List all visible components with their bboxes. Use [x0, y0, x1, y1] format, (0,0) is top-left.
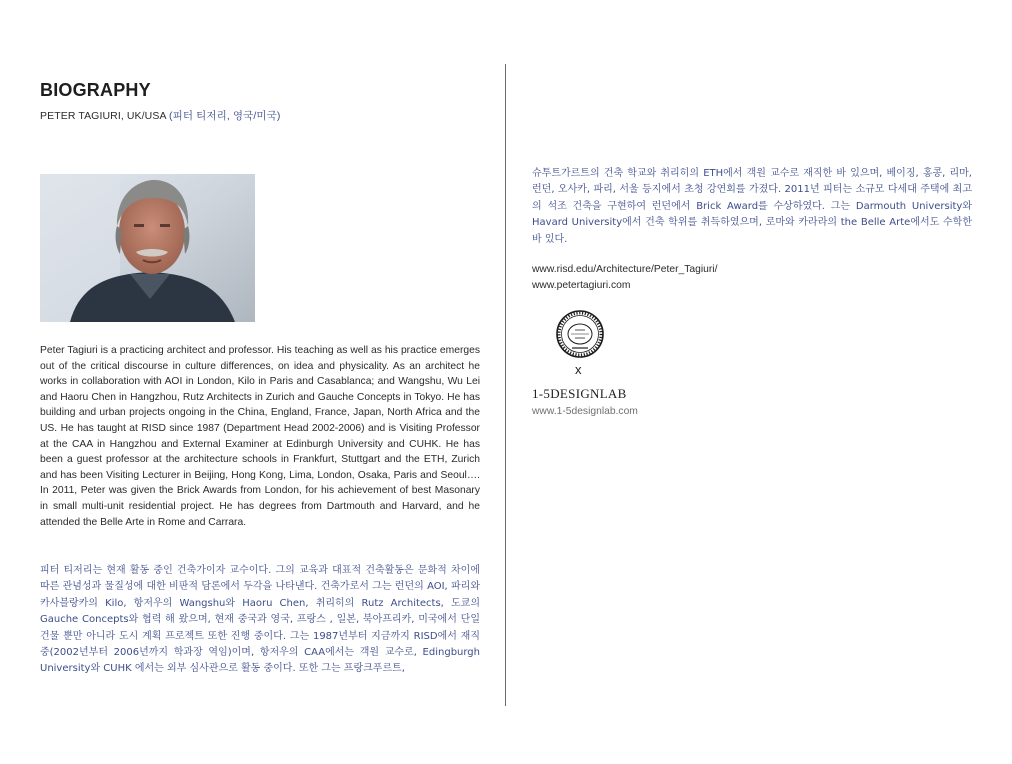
risd-seal-icon	[556, 310, 604, 358]
risd-profile-link[interactable]: www.risd.edu/Architecture/Peter_Tagiuri/	[532, 264, 718, 275]
subtitle-korean: (피터 티저리, 영국/미국)	[169, 110, 281, 122]
right-column	[532, 166, 972, 248]
subtitle	[40, 108, 480, 123]
biography-english: Peter Tagiuri is a practicing architect and professor. His teaching as well as his practice emerges out of the critical discourse in culture differences, on idea and physicality. As an architect he works in collaboration with AOI in London, Kilo in Paris and Casablanca; and Wangshu, Wu Lei and Haoru Chen in Hangzhou, Rutz Architects in Zurich and Gauche Concepts in Tokyo. He has building and urban projects ongoing in the China, England, France, Japan, North Africa and the US. He has taught at RISD since 1987 (Department Head 2002-2006) and is Visiting Professor at the CAA in Hangzhou and External Examiner at Edinburgh University and CUHK. He has been a guest professor at the architecture schools in Frankfurt, Stuttgart and the ETH, Zurich and has been Visiting Lecturer in Beijing, Hong Kong, Lima, London, Osaka, Paris and Seoul…. In 2011, Peter was given the Brick Awards from London, for his achievement of best Masonary in small multi-unit residential project. He has degrees from Dartmouth and Harvard, and he attended the Belle Arte in Rome and Carrara.	[40, 345, 480, 528]
biography-korean: 피터 티저리는 현재 활동 중인 건축가이자 교수이다. 그의 교육과 대표적 건축활동은 문화적 차이에 따른 관념성과 물질성에 대한 비판적 담론에서 두각을 나타낸다. 건축가로서 그는 런던의 AOI, 파리와 카사블랑카의 Kilo, 항저우의 Wangshu와 Haoru Chen, 취리히의 Rutz Architects, 도쿄의 Gauche Concepts와 협력 해 왔으며, 현재 중국과 영국, 프랑스 , 일본, 북아프리카, 미국에서 단일 건물 뿐만 아니라 도시 계획 프로젝트 또한 진행 중이다. 그는 1987년부터 지금까지 RISD에서 재직 중(2002년부터 2006년까지 학과장 역임)이며, 항저우의 CAA에서는 객원 교수로, Edingburgh University와 CUHK 에서는 외부 심사관으로 활동 중이다. 또한 그는 프랑크푸르트,	[40, 565, 480, 675]
personal-website-link[interactable]: www.petertagiuri.com	[532, 280, 631, 291]
page-divider	[505, 64, 506, 706]
subtitle-english: PETER TAGIURI, UK/USA	[40, 110, 166, 122]
links-block	[532, 262, 717, 294]
header-block	[40, 80, 480, 123]
design-lab-logo: 1-5DESIGNLAB	[532, 386, 627, 401]
page-title: BIOGRAPHY	[40, 80, 151, 100]
biography-korean-continued: 슈투트가르트의 건축 학교와 취리히의 ETH에서 객원 교수로 재직한 바 있으며, 베이징, 홍콩, 리마, 런던, 오사카, 파리, 서울 등지에서 초청 강연회를 가졌다. 2011년 피터는 소규모 다세대 주택에 최고의 석조 건축을 구현하여 런던에서 Brick Award를 수상하였다. 그는 Darmouth University와 Havard University에서 건축 학위를 취득하였으며, 로마와 카라라의 the Belle Arte에서도 수학한 바 있다.	[532, 168, 972, 245]
collaboration-sign: x	[575, 362, 582, 377]
design-lab-link[interactable]: www.1-5designlab.com	[532, 406, 638, 417]
portrait-photo	[40, 174, 255, 322]
portrait-illustration	[40, 174, 255, 322]
